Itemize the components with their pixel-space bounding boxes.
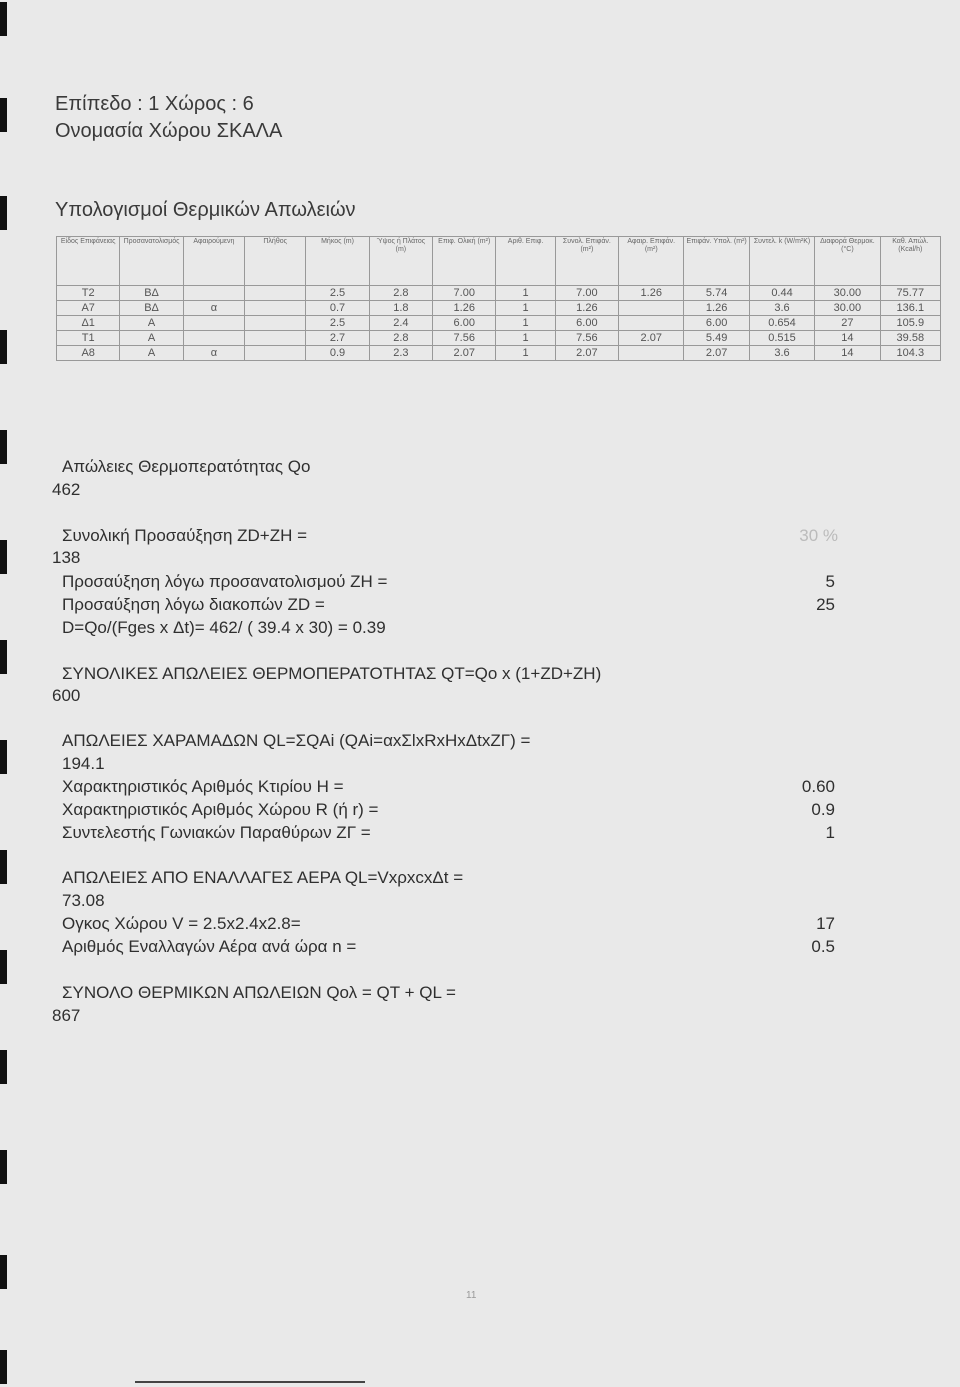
table-row [57, 331, 941, 346]
table-cell: Α [120, 331, 183, 346]
table-cell [183, 316, 244, 331]
table-cell: 2.7 [306, 331, 369, 346]
qt-value: 600 [52, 686, 81, 705]
column-header: Καθ. Απώλ. (Kcal/h) [880, 237, 940, 286]
table-cell [183, 331, 244, 346]
table-cell: 1 [496, 316, 555, 331]
volume-label: Ογκος Χώρου V = 2.5x2.4x2.8= [62, 914, 301, 933]
footer-rule [135, 1381, 365, 1383]
table-cell: 2.07 [433, 346, 496, 361]
binding-mark [0, 1350, 7, 1384]
table-cell: 30.00 [815, 301, 880, 316]
table-cell: 1 [496, 331, 555, 346]
table-cell: 0.44 [749, 286, 814, 301]
page-number: 11 [466, 1290, 477, 1301]
air-changes-per-hour-label: Αριθμός Εναλλαγών Αέρα ανά ώρα n = [62, 937, 357, 956]
column-header: Ύψος ή Πλάτος (m) [369, 237, 432, 286]
column-header: Επιφ. Ολική (m²) [433, 237, 496, 286]
table-header-row [57, 237, 941, 286]
column-header: Προσανατολισμός [120, 237, 183, 286]
table-cell: 2.4 [369, 316, 432, 331]
qo-value: 462 [52, 480, 81, 499]
table-cell: α [183, 301, 244, 316]
table-cell: 1.26 [684, 301, 749, 316]
table-cell: Τ2 [57, 286, 120, 301]
h-label: Χαρακτηριστικός Αριθμός Κτιρίου H = [62, 777, 344, 796]
table-cell: 0.9 [306, 346, 369, 361]
ql-label: ΑΠΩΛΕΙΕΣ ΧΑΡΑΜΑΔΩΝ QL=ΣQAi (QAi=αxΣlxRxHxΔtxΖΓ) = [62, 731, 531, 750]
volume-value: 17 [816, 914, 835, 933]
table-cell: 6.00 [684, 316, 749, 331]
table-cell [619, 301, 684, 316]
zg-value: 1 [825, 823, 835, 842]
r-label: Χαρακτηριστικός Αριθμός Χώρου R (ή r) = [62, 800, 379, 819]
binding-mark [0, 540, 7, 574]
table-cell: 7.56 [555, 331, 618, 346]
binding-mark [0, 850, 7, 884]
column-header: Αφαιρ. Επιφάν. (m²) [619, 237, 684, 286]
air-change-label: ΑΠΩΛΕΙΕΣ ΑΠΟ ΕΝΑΛΛΑΓΕΣ ΑΕΡΑ QL=VxρxcxΔt = [62, 868, 464, 887]
column-header: Είδος Επιφάνειας [57, 237, 120, 286]
table-cell: 2.07 [684, 346, 749, 361]
binding-mark [0, 640, 7, 674]
column-header: Διαφορά Θερμοκ. (°C) [815, 237, 880, 286]
column-header: Αριθ. Επιφ. [496, 237, 555, 286]
table-cell: 1.8 [369, 301, 432, 316]
table-cell: 27 [815, 316, 880, 331]
table-cell: 1.26 [619, 286, 684, 301]
column-header: Μήκος (m) [306, 237, 369, 286]
table-cell: 0.515 [749, 331, 814, 346]
table-cell: 5.74 [684, 286, 749, 301]
table-cell: α [183, 346, 244, 361]
table-cell: 136.1 [880, 301, 940, 316]
table-cell: 5.49 [684, 331, 749, 346]
ql-value: 194.1 [62, 754, 105, 773]
table-row [57, 346, 941, 361]
binding-mark [0, 2, 7, 36]
table-cell: ΒΔ [120, 301, 183, 316]
table-cell [619, 316, 684, 331]
d-formula: D=Qo/(Fges x Δt)= 462/ ( 39.4 x 30) = 0.39 [62, 618, 386, 637]
table-cell [245, 346, 306, 361]
binding-mark [0, 98, 7, 132]
table-cell: ΒΔ [120, 286, 183, 301]
zg-label: Συντελεστής Γωνιακών Παραθύρων ΖΓ = [62, 823, 371, 842]
room-name-heading: Ονομασία Χώρου ΣΚΑΛΑ [55, 120, 283, 142]
table-cell [183, 286, 244, 301]
table-row [57, 286, 941, 301]
table-cell [245, 286, 306, 301]
air-change-value: 73.08 [62, 891, 105, 910]
column-header: Συνολ. Επιφάν. (m²) [555, 237, 618, 286]
table-cell: 7.00 [555, 286, 618, 301]
table-cell: 6.00 [555, 316, 618, 331]
column-header: Επιφάν. Υπολ. (m²) [684, 237, 749, 286]
binding-mark [0, 330, 7, 364]
table-row [57, 316, 941, 331]
air-changes-per-hour-value: 0.5 [811, 937, 835, 956]
zh-value: 5 [825, 572, 835, 591]
table-cell: 14 [815, 346, 880, 361]
table-cell: 1 [496, 301, 555, 316]
table-cell: Α8 [57, 346, 120, 361]
table-cell: 0.7 [306, 301, 369, 316]
table-cell: 2.3 [369, 346, 432, 361]
table-cell: 30.00 [815, 286, 880, 301]
total-increase-value: 138 [52, 548, 81, 567]
table-cell: 2.07 [555, 346, 618, 361]
table-cell: Δ1 [57, 316, 120, 331]
level-room-heading: Επίπεδο : 1 Χώρος : 6 [55, 93, 254, 115]
table-cell: 1.26 [555, 301, 618, 316]
total-increase-percent: 30 % [799, 526, 838, 545]
table-cell: 0.654 [749, 316, 814, 331]
table-cell: 1.26 [433, 301, 496, 316]
r-value: 0.9 [811, 800, 835, 819]
table-cell: 104.3 [880, 346, 940, 361]
column-header: Συντελ. k (W/m²K) [749, 237, 814, 286]
table-cell: Α [120, 316, 183, 331]
table-cell: 1 [496, 346, 555, 361]
zd-value: 25 [816, 595, 835, 614]
table-cell [245, 331, 306, 346]
table-cell: Τ1 [57, 331, 120, 346]
binding-mark [0, 950, 7, 984]
table-cell: 7.00 [433, 286, 496, 301]
table-cell: 7.56 [433, 331, 496, 346]
table-cell: 3.6 [749, 301, 814, 316]
table-row [57, 301, 941, 316]
section-title: Υπολογισμοί Θερμικών Απωλειών [55, 199, 356, 221]
binding-mark [0, 740, 7, 774]
table-cell [619, 346, 684, 361]
binding-mark [0, 196, 7, 230]
column-header: Πλήθος [245, 237, 306, 286]
table-cell: 2.8 [369, 331, 432, 346]
column-header: Αφαιρούμενη [183, 237, 244, 286]
table-cell: Α7 [57, 301, 120, 316]
binding-mark [0, 1150, 7, 1184]
table-cell: 6.00 [433, 316, 496, 331]
table-cell: 2.07 [619, 331, 684, 346]
qo-label: Απώλειες Θερμοπερατότητας Qo [62, 457, 311, 476]
table-cell: 2.8 [369, 286, 432, 301]
table-cell: 39.58 [880, 331, 940, 346]
binding-mark [0, 1255, 7, 1289]
table-cell: 3.6 [749, 346, 814, 361]
table-cell: 1 [496, 286, 555, 301]
qt-label: ΣΥΝΟΛΙΚΕΣ ΑΠΩΛΕΙΕΣ ΘΕΡΜΟΠΕΡΑΤΟΤΗΤΑΣ QT=Qo x (1+ZD+ZH) [62, 664, 602, 683]
total-increase-label: Συνολική Προσαύξηση ZD+ZH = [62, 526, 308, 545]
table-cell: 14 [815, 331, 880, 346]
table-cell [245, 301, 306, 316]
total-loss-label: ΣΥΝΟΛΟ ΘΕΡΜΙΚΩΝ ΑΠΩΛΕΙΩΝ Qολ = QT + QL = [62, 983, 456, 1002]
binding-mark [0, 430, 7, 464]
table-cell [245, 316, 306, 331]
table-cell: 2.5 [306, 286, 369, 301]
zh-label: Προσαύξηση λόγω προσανατολισμού ZH = [62, 572, 388, 591]
heat-loss-table [56, 236, 941, 361]
h-value: 0.60 [801, 777, 835, 796]
table-cell: Α [120, 346, 183, 361]
table-cell: 75.77 [880, 286, 940, 301]
table-cell: 2.5 [306, 316, 369, 331]
table-body [57, 286, 941, 361]
binding-mark [0, 1050, 7, 1084]
zd-label: Προσαύξηση λόγω διακοπών ZD = [62, 595, 325, 614]
table-cell: 105.9 [880, 316, 940, 331]
total-loss-value: 867 [52, 1006, 81, 1025]
